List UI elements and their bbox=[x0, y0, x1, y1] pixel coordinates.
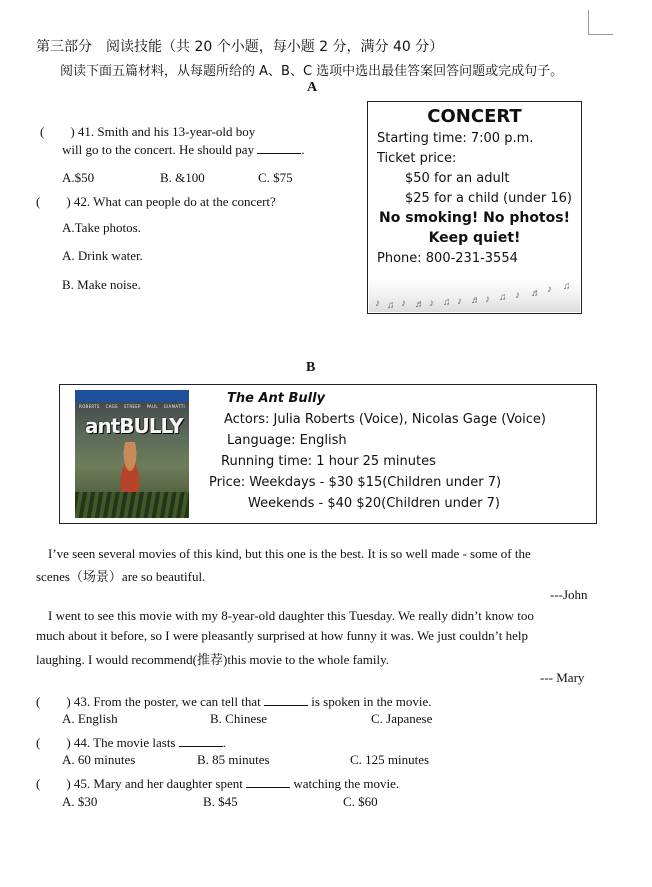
movie-title: The Ant Bully bbox=[227, 391, 326, 406]
section-instruction: 阅读下面五篇材料，从每题所给的 A、B、C 选项中选出最佳答案回答问题或完成句子。 bbox=[60, 64, 564, 79]
q44-stem bbox=[36, 732, 226, 751]
review-mary-line3: laughing. I would recommend(推荐)this movie to the whole family. bbox=[36, 652, 389, 667]
q41-option-a[interactable]: A.$50 bbox=[62, 170, 95, 185]
q41-answer-blank[interactable] bbox=[257, 142, 301, 154]
movie-price-weekends: Weekends - $40 $20(Children under 7) bbox=[248, 496, 500, 511]
poster-cast-name: CAGE bbox=[105, 404, 118, 409]
q43-option-b[interactable]: B. Chinese bbox=[210, 711, 268, 726]
q45-answer-blank[interactable] bbox=[246, 776, 290, 788]
movie-price-weekdays: Price: Weekdays - $30 $15(Children under 7) bbox=[209, 475, 502, 490]
movie-running-time: Running time: 1 hour 25 minutes bbox=[221, 454, 436, 469]
concert-adult-price: $50 for an adult bbox=[405, 171, 510, 186]
section-heading: 第三部分 阅读技能（共 20 个小题，每小题 2 分，满分 40 分） bbox=[36, 39, 444, 55]
q43-text: ( ) 43. From the poster, we can tell that bbox=[36, 694, 261, 709]
q42-stem: ( ) 42. What can people do at the concert? bbox=[36, 194, 276, 209]
q41-stem: ( ) 41. Smith and his 13-year-old boy bbox=[40, 124, 256, 139]
review-mary-line2: much about it before, so I were pleasantly surprised at how funny it was. We just couldn’t help bbox=[36, 628, 529, 643]
concert-start-time: Starting time: 7:00 p.m. bbox=[377, 131, 534, 146]
review-john-line2: scenes（场景）are so beautiful. bbox=[36, 569, 206, 584]
q45-option-b[interactable]: B. $45 bbox=[203, 794, 238, 809]
poster-logo: antBULLY bbox=[85, 414, 183, 438]
q43-option-c[interactable]: C. Japanese bbox=[371, 711, 433, 726]
concert-phone: Phone: 800-231-3554 bbox=[377, 251, 518, 266]
q45-option-a[interactable]: A. $30 bbox=[62, 794, 98, 809]
movie-actors: Actors: Julia Roberts (Voice), Nicolas Gage (Voice) bbox=[224, 412, 546, 427]
part-a-label: A bbox=[307, 80, 318, 95]
concert-ticket-label: Ticket price: bbox=[377, 151, 457, 166]
q41-text: will go to the concert. He should pay bbox=[62, 142, 255, 157]
movie-poster-image bbox=[75, 390, 189, 518]
q42-option-1[interactable]: A.Take photos. bbox=[62, 220, 141, 235]
q45-option-c[interactable]: C. $60 bbox=[343, 794, 378, 809]
q43-option-a[interactable]: A. English bbox=[62, 711, 118, 726]
poster-cast-name: PAUL bbox=[146, 404, 158, 409]
q41-option-b[interactable]: B. &100 bbox=[160, 170, 205, 185]
q45-stem bbox=[36, 773, 399, 792]
part-b-label: B bbox=[306, 360, 316, 375]
q42-option-3[interactable]: B. Make noise. bbox=[62, 277, 141, 292]
music-notes-decoration: ♪ ♫ ♪ ♬ ♪ ♫ ♪ ♬ ♪ ♫ ♪ ♬ ♪ ♫ bbox=[369, 278, 580, 312]
review-john-author: ---John bbox=[550, 587, 588, 602]
concert-child-price: $25 for a child (under 16) bbox=[405, 191, 572, 206]
q41-option-c[interactable]: C. $75 bbox=[258, 170, 293, 185]
review-john-line1: I’ve seen several movies of this kind, but this one is the best. It is so well made - some of the bbox=[48, 546, 531, 561]
movie-poster-box bbox=[59, 384, 597, 524]
concert-poster bbox=[367, 101, 582, 314]
q44-period: . bbox=[222, 735, 226, 750]
q43-answer-blank[interactable] bbox=[264, 694, 308, 706]
q44-option-b[interactable]: B. 85 minutes bbox=[197, 752, 270, 767]
q43-text-end: is spoken in the movie. bbox=[311, 694, 432, 709]
q44-option-c[interactable]: C. 125 minutes bbox=[350, 752, 430, 767]
poster-cast-name: ROBERTS bbox=[79, 404, 100, 409]
concert-warning-1: No smoking! No photos! bbox=[379, 210, 570, 226]
review-mary-author: --- Mary bbox=[540, 670, 585, 685]
poster-top-band bbox=[75, 390, 189, 402]
poster-cast-name: STREEP bbox=[123, 404, 141, 409]
review-mary-line1: I went to see this movie with my 8-year-old daughter this Tuesday. We really didn’t know too bbox=[48, 608, 534, 623]
q45-text: ( ) 45. Mary and her daughter spent bbox=[36, 776, 243, 791]
concert-warning-2: Keep quiet! bbox=[428, 230, 521, 246]
poster-cast-names bbox=[79, 404, 185, 409]
q44-answer-blank[interactable] bbox=[179, 735, 223, 747]
q43-stem bbox=[36, 691, 432, 710]
movie-language: Language: English bbox=[227, 433, 347, 448]
page-corner-mark bbox=[588, 10, 613, 35]
q41-stem-line2 bbox=[62, 142, 305, 158]
q44-option-a[interactable]: A. 60 minutes bbox=[62, 752, 136, 767]
q44-text: ( ) 44. The movie lasts bbox=[36, 735, 176, 750]
concert-title: CONCERT bbox=[427, 106, 522, 127]
poster-cast-name: GIAMATTI bbox=[163, 404, 185, 409]
poster-grass bbox=[75, 492, 189, 518]
q42-option-2[interactable]: A. Drink water. bbox=[62, 248, 143, 263]
q41-period: . bbox=[301, 142, 305, 157]
q45-text-end: watching the movie. bbox=[293, 776, 400, 791]
